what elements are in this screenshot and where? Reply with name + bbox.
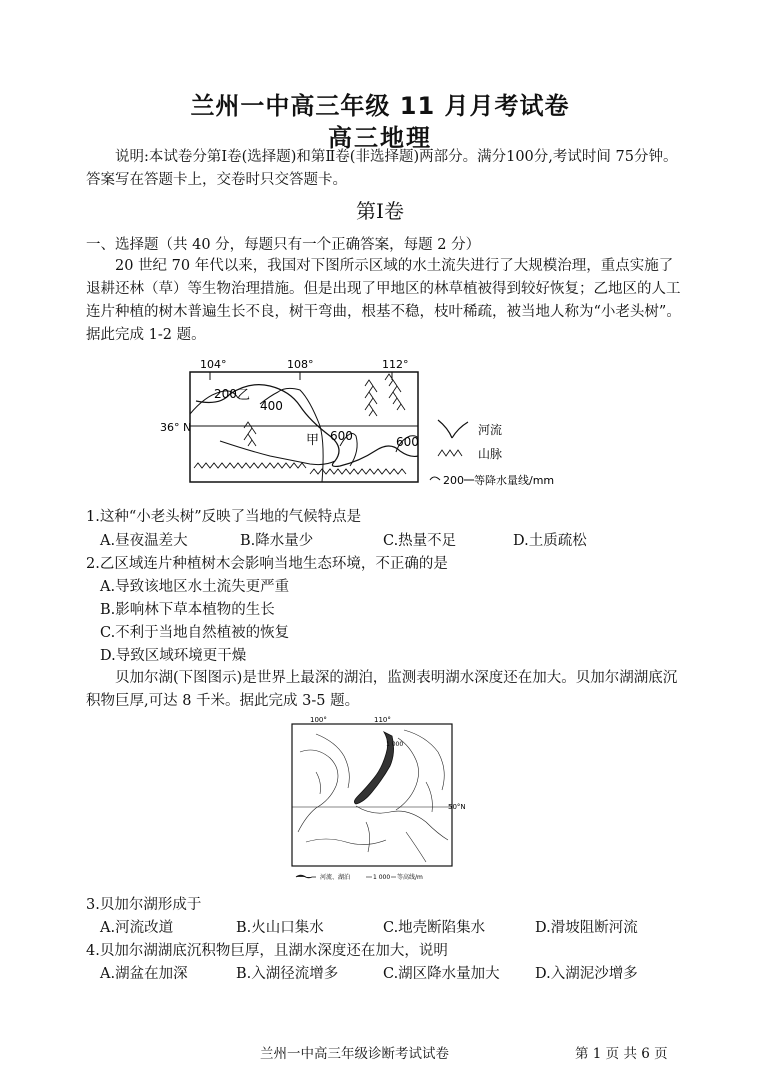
q4-stem: 4.贝加尔湖湖底沉积物巨厚，且湖水深度还在加大，说明 xyxy=(86,943,448,959)
isoline-400: 400 xyxy=(260,399,283,413)
footer-page-number: 第 1 页 共 6 页 xyxy=(575,1046,668,1062)
isoline-200: 200 xyxy=(214,387,237,401)
q1-option-d: D.土质疏松 xyxy=(513,533,587,549)
legend-isohyet-value: 200 xyxy=(443,474,464,487)
map2-legend-contour-value: 1 000 xyxy=(373,874,391,881)
passage-1: 20 世纪 70 年代以来，我国对下图所示区域的水土流失进行了大规模治理，重点实施了退耕还林（草）等生物治理措施。但是出现了甲地区的林草植被得到较好恢复；乙地区的人工连片种植的树木普遍生长不良，树干弯曲，根基不稳，枝叶稀疏，被当地人称为“小老头树”。据此完成 1-2 题。 xyxy=(86,258,681,343)
legend-mountain-label: 山脉 xyxy=(478,447,503,461)
isoline-600-a: 600 xyxy=(330,429,353,443)
lon-label-108: 108° xyxy=(287,358,314,371)
isoline-600-b: 600 xyxy=(396,435,419,449)
map-lake-baikal xyxy=(286,712,476,884)
q2-stem: 2.乙区域连片种植树木会影响当地生态环境，不正确的是 xyxy=(86,556,448,572)
q4-option-a: A.湖盆在加深 xyxy=(100,966,188,982)
footer-school: 兰州一中高三年级诊断考试试卷 xyxy=(260,1046,449,1062)
q3-option-d: D.滑坡阻断河流 xyxy=(535,920,638,936)
q4-option-b: B.入湖径流增多 xyxy=(236,966,339,982)
q3-option-a: A.河流改道 xyxy=(100,920,174,936)
legend-river-icon xyxy=(438,420,468,438)
map2-legend-contour-label: 等高线/m xyxy=(397,874,423,881)
place-label-yi: 乙 xyxy=(237,388,251,403)
q2-option-a: A.导致该地区水土流失更严重 xyxy=(100,579,290,595)
map2-legend-river-label: 河流、湖泊 xyxy=(320,874,351,881)
section-title: 第Ⅰ卷 xyxy=(356,199,404,223)
q2-option-d: D.导致区域环境更干燥 xyxy=(100,648,247,664)
part-heading: 一、选择题（共 40 分，每题只有一个正确答案，每题 2 分） xyxy=(86,237,481,253)
lon-label-112: 112° xyxy=(382,358,409,371)
exam-subtitle: 高三地理 xyxy=(328,124,432,152)
lon-label-100: 100° xyxy=(310,716,327,724)
q3-option-c: C.地壳断陷集水 xyxy=(383,920,486,936)
legend-river-label: 河流 xyxy=(478,423,503,437)
map2-frame xyxy=(292,724,452,866)
q1-option-c: C.热量不足 xyxy=(383,533,457,549)
lon-label-110: 110° xyxy=(374,716,391,724)
legend-mountain-icon xyxy=(438,450,462,456)
map-loess-region xyxy=(160,356,580,488)
q2-option-b: B.影响林下草本植物的生长 xyxy=(100,602,275,618)
exam-title: 兰州一中高三年级 11 月月考试卷 xyxy=(190,92,570,120)
lon-label-104: 104° xyxy=(200,358,227,371)
q1-stem: 1.这种“小老头树”反映了当地的气候特点是 xyxy=(86,509,362,525)
q3-option-b: B.火山口集水 xyxy=(236,920,324,936)
q1-option-a: A.昼夜温差大 xyxy=(100,533,188,549)
q4-option-c: C.湖区降水量加大 xyxy=(383,966,500,982)
map2-legend-river-icon xyxy=(296,875,316,878)
place-label-jia: 甲 xyxy=(306,433,320,448)
legend-isohyet-label: 等降水量线/mm xyxy=(474,474,555,487)
passage-2: 贝加尔湖(下图图示)是世界上最深的湖泊，监测表明湖水深度还在加大。贝加尔湖湖底沉积物巨厚,可达 8 千米。据此完成 3-5 题。 xyxy=(86,670,678,709)
map2-isoline-1000: 1 000 xyxy=(386,741,404,748)
q3-stem: 3.贝加尔湖形成于 xyxy=(86,897,202,913)
q2-option-c: C.不利于当地自然植被的恢复 xyxy=(100,625,290,641)
lat-label-36n: 36° N xyxy=(160,421,192,434)
exam-instructions: 说明:本试卷分第Ⅰ卷(选择题)和第Ⅱ卷(非选择题)两部分。满分100分,考试时间 75分钟。答案写在答题卡上，交卷时只交答题卡。 xyxy=(86,149,678,188)
q4-option-d: D.入湖泥沙增多 xyxy=(535,966,638,982)
lat-label-50n: 50°N xyxy=(448,803,466,811)
q1-option-b: B.降水量少 xyxy=(240,533,314,549)
map2-lines xyxy=(298,730,448,862)
